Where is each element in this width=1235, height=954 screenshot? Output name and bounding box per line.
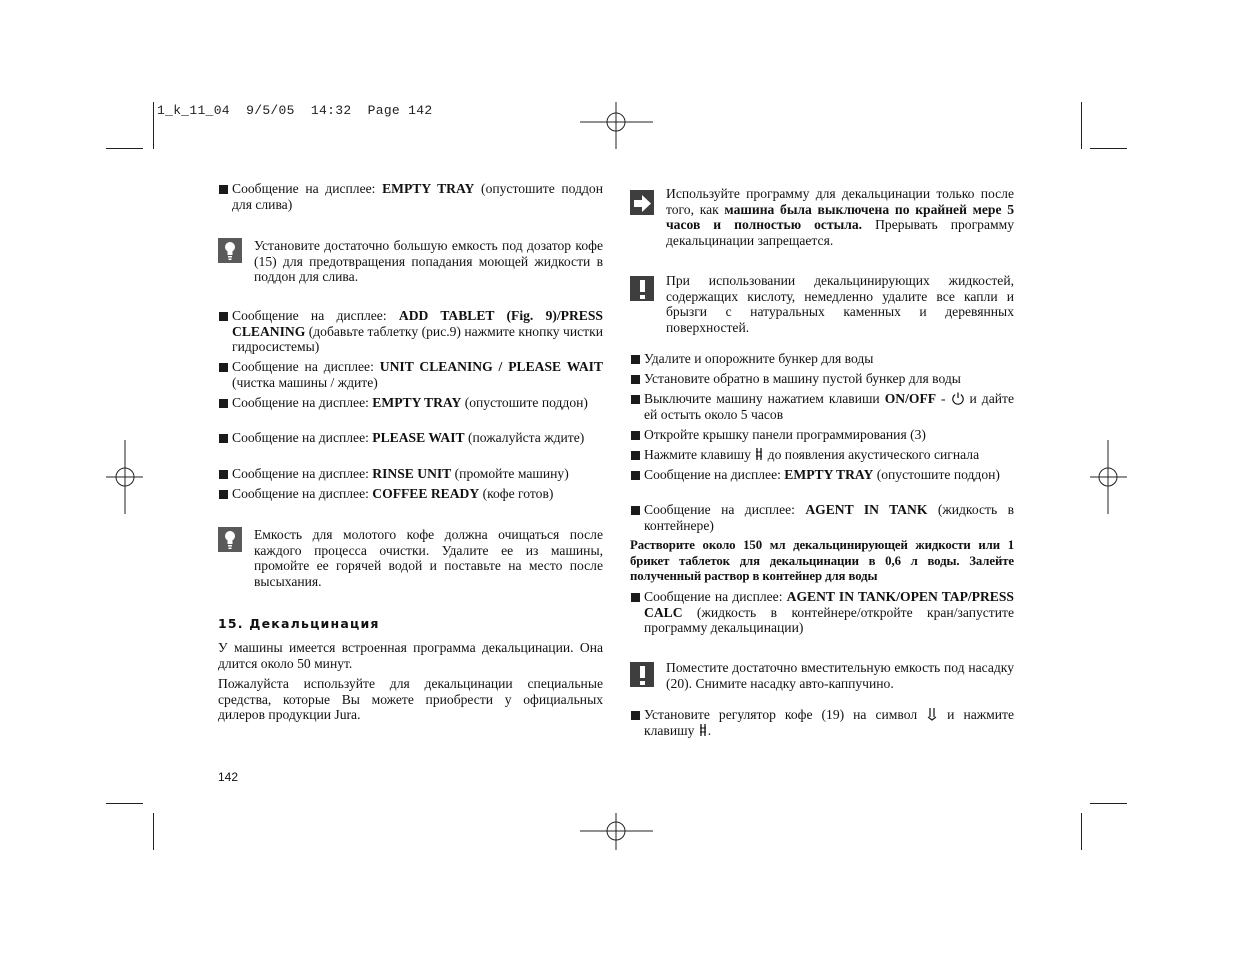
bullet-item: Выключите машину нажатием клавиши ON/OFF - и дайте ей остыть около 5 часов	[630, 391, 1014, 422]
exclamation-icon	[630, 276, 654, 301]
section-title: 15. Декальцинация	[218, 616, 380, 631]
print-job-header: 1_k_11_04 9/5/05 14:32 Page 142	[157, 103, 433, 118]
bullet-item: Сообщение на дисплее: RINSE UNIT (промойте машину)	[218, 466, 603, 482]
warning-text: Поместите достаточно вместительную емкость под насадку (20). Снимите насадку авто-каппучино.	[666, 660, 1014, 691]
tip-text: Установите достаточно большую емкость под дозатор кофе (15) для предотвращения попадания моющей жидкости в поддон для слива.	[254, 238, 603, 285]
tip-note	[218, 238, 603, 286]
steam-symbol-icon	[926, 707, 938, 721]
paragraph: У машины имеется встроенная программа декальцинации. Она длится около 50 минут.	[218, 640, 603, 671]
lightbulb-icon	[218, 527, 242, 552]
bullet-item: Сообщение на дисплее: EMPTY TRAY (опустошите поддон)	[218, 395, 603, 411]
bullet-item: Сообщение на дисплее: AGENT IN TANK (жидкость в контейнере)	[630, 502, 1014, 533]
paragraph: Пожалуйста используйте для декальцинации специальные средства, которые Вы можете приобрести у официальных дилеров продукции Jura.	[218, 676, 603, 723]
power-icon	[951, 391, 965, 405]
warning-note	[630, 660, 1014, 692]
arrow-right-icon	[630, 190, 654, 215]
page-number: 142	[218, 770, 239, 784]
bullet-item: Сообщение на дисплее: EMPTY TRAY (опустошите поддон)	[630, 467, 1014, 483]
rinse-key-icon	[754, 447, 764, 461]
bullet-item: Нажмите клавишу до появления акустического сигнала	[630, 447, 1014, 463]
bullet-item: Сообщение на дисплее: UNIT CLEANING / PLEASE WAIT (чистка машины / ждите)	[218, 359, 603, 390]
bullet-item: Удалите и опорожните бункер для воды	[630, 351, 1014, 367]
note-text: Используйте программу для декальцинации только после того, как машина была выключена по крайней мере 5 часов и полностью остыла. Прерывать программу декальцинации запрещается.	[666, 186, 1014, 248]
bullet-item: Сообщение на дисплее: ADD TABLET (Fig. 9)/PRESS CLEANING (добавьте таблетку (рис.9) нажмите кнопку чистки гидросистемы)	[218, 308, 603, 355]
bullet-item: Установите обратно в машину пустой бункер для воды	[630, 371, 1014, 387]
tip-note	[218, 527, 603, 591]
rinse-key-icon	[698, 723, 708, 737]
lightbulb-icon	[218, 238, 242, 263]
bullet-item: Сообщение на дисплее: AGENT IN TANK/OPEN TAP/PRESS CALC (жидкость в контейнере/откройте кран/запустите программу декальцинации)	[630, 589, 1014, 636]
bullet-item: Откройте крышку панели программирования (3)	[630, 427, 1014, 443]
warning-text: При использовании декальцинирующих жидкостей, содержащих кислоту, немедленно удалите все капли и брызги с натуральных каменных и деревянных поверхностей.	[666, 273, 1014, 335]
important-note	[630, 186, 1014, 250]
bullet-item: Сообщение на дисплее: PLEASE WAIT (пожалуйста ждите)	[218, 430, 603, 446]
tip-text: Емкость для молотого кофе должна очищаться после каждого процесса очистки. Удалите ее из машины, промойте ее горячей водой и поставьте на место после высыхания.	[254, 527, 603, 589]
bullet-item: Сообщение на дисплее: COFFEE READY (кофе готов)	[218, 486, 603, 502]
bullet-item: Установите регулятор кофе (19) на символ и нажмите клавишу .	[630, 707, 1014, 738]
bullet-item: Сообщение на дисплее: EMPTY TRAY (опустошите поддон для слива)	[218, 181, 603, 212]
instruction-paragraph: Растворите около 150 мл декальцинирующей жидкости или 1 брикет таблеток для декальцинации в 0,6 л воды. Залейте полученный раствор в контейнер для воды	[630, 538, 1014, 584]
exclamation-icon	[630, 662, 654, 687]
warning-note	[630, 273, 1014, 337]
